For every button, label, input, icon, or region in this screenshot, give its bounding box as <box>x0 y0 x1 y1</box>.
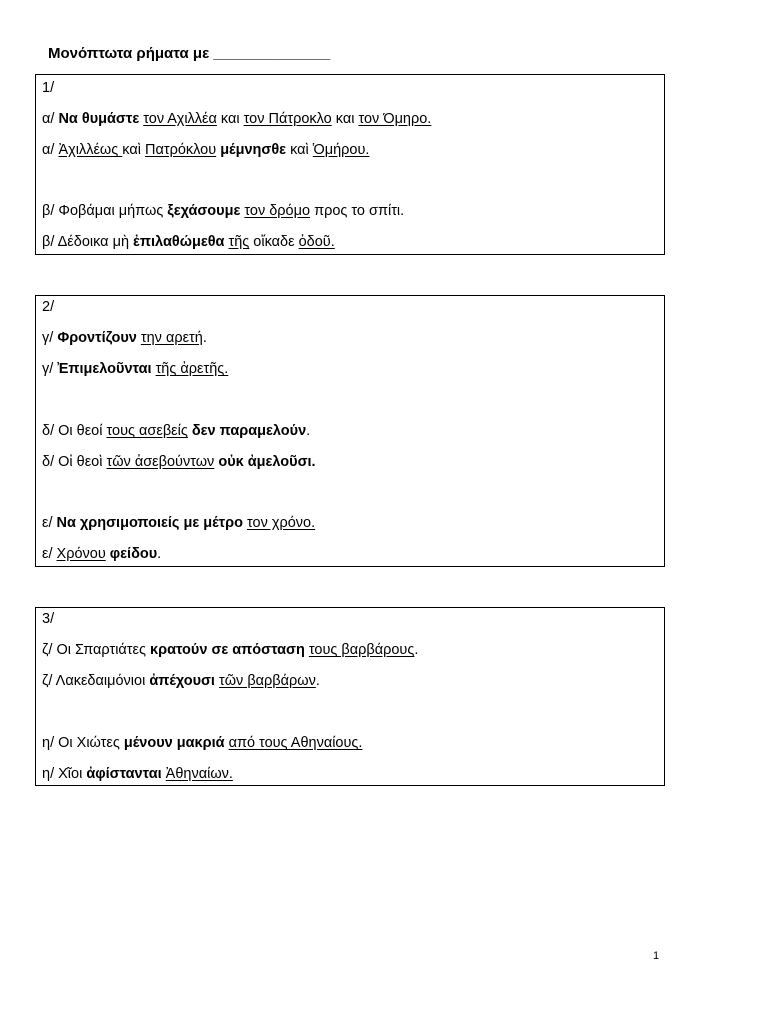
text-segment: δ/ Οἱ θεοὶ <box>42 454 107 470</box>
text-segment: . <box>202 330 207 346</box>
verb-phrase: Να θυμάστε <box>58 111 140 127</box>
verb-phrase: ἀφίστανται <box>86 766 162 782</box>
text-segment: ε/ <box>42 546 57 562</box>
exercise-box-3 <box>35 607 665 786</box>
text-segment: γ/ <box>42 330 58 346</box>
exercise-box-1 <box>35 74 665 255</box>
sentence-line <box>42 140 369 160</box>
object-phrase: Χρόνου <box>56 546 106 562</box>
sentence-line <box>42 452 316 472</box>
sentence-line <box>42 640 418 660</box>
text-segment: α/ <box>42 111 59 127</box>
object-phrase: από τους Αθηναίους. <box>228 735 363 751</box>
text-segment: καὶ <box>122 142 145 158</box>
verb-phrase: ἀπέχουσι <box>149 673 215 689</box>
sentence-line <box>42 421 310 441</box>
text-segment: οἴκαδε <box>249 234 299 250</box>
verb-phrase: οὐκ ἀμελοῦσι. <box>218 454 316 470</box>
text-segment: α/ <box>42 142 59 158</box>
text-segment: β/ Φοβάμαι μήπως <box>42 203 168 219</box>
verb-phrase: δεν παραμελούν <box>191 423 307 439</box>
sentence-line <box>42 671 320 691</box>
verb-phrase: Φροντίζουν <box>57 330 137 346</box>
object-phrase: Πατρόκλου <box>144 142 217 158</box>
text-segment: η/ Χῖοι <box>42 766 87 782</box>
object-phrase: τῆς <box>228 234 250 250</box>
object-phrase: τους ασεβείς <box>106 423 188 439</box>
verb-phrase: μένουν μακριά <box>123 735 225 751</box>
sentence-line <box>42 733 362 753</box>
text-segment: δ/ Οι θεοί <box>42 423 107 439</box>
object-phrase: Ἀθηναίων. <box>165 766 233 782</box>
sentence-line <box>42 544 161 564</box>
sentence-line <box>42 764 233 784</box>
sentence-line <box>42 513 315 533</box>
text-segment: προς το σπίτι. <box>310 203 405 219</box>
object-phrase: τον δρόμο <box>244 203 311 219</box>
text-segment: ε/ <box>42 515 57 531</box>
text-segment: . <box>315 673 320 689</box>
sentence-line <box>42 232 335 252</box>
object-phrase: τον Όμηρο. <box>358 111 432 127</box>
verb-phrase: ξεχάσουμε <box>167 203 241 219</box>
sentence-line <box>42 328 207 348</box>
object-phrase: Ἀχιλλέως <box>58 142 123 158</box>
text-segment: και <box>216 111 244 127</box>
text-segment: η/ Οι Χιώτες <box>42 735 124 751</box>
object-phrase: την αρετή <box>140 330 203 346</box>
verb-phrase: ἐπιλαθώμεθα <box>133 234 225 250</box>
verb-phrase: Να χρησιμοποιείς με μέτρο <box>56 515 243 531</box>
object-phrase: τῶν βαρβάρων <box>219 673 316 689</box>
page-number: 1 <box>653 950 660 962</box>
object-phrase: τῶν ἀσεβούντων <box>106 454 215 470</box>
text-segment: . <box>414 642 419 658</box>
object-phrase: ὁδοῦ. <box>298 234 335 250</box>
text-segment: . <box>306 423 311 439</box>
sentence-line <box>42 109 431 129</box>
section-number: 3/ <box>42 611 55 627</box>
sentence-line <box>42 359 228 379</box>
text-segment: και <box>331 111 359 127</box>
object-phrase: τον Πάτροκλο <box>243 111 332 127</box>
object-phrase: Ὁμήρου. <box>312 142 370 158</box>
verb-phrase: μέμνησθε <box>220 142 287 158</box>
object-phrase: τους βαρβάρους <box>308 642 415 658</box>
verb-phrase: φείδου <box>109 546 158 562</box>
text-segment: . <box>157 546 162 562</box>
exercise-box-2 <box>35 295 665 567</box>
section-number: 1/ <box>42 80 55 96</box>
text-segment: ζ/ Λακεδαιμόνιοι <box>42 673 150 689</box>
text-segment: ζ/ Οι Σπαρτιάτες <box>42 642 151 658</box>
object-phrase: τον χρόνο. <box>246 515 316 531</box>
object-phrase: τῆς ἀρετῆς. <box>155 361 229 377</box>
text-segment: β/ Δέδοικα μὴ <box>42 234 134 250</box>
page-title: Μονόπτωτα ρήματα με ______________ <box>48 45 331 62</box>
object-phrase: τον Αχιλλέα <box>143 111 217 127</box>
text-segment: καὶ <box>286 142 313 158</box>
sentence-line <box>42 201 404 221</box>
verb-phrase: Ἐπιμελοῦνται <box>57 361 152 377</box>
section-number: 2/ <box>42 299 55 315</box>
text-segment: γ/ <box>42 361 58 377</box>
verb-phrase: κρατούν σε απόσταση <box>150 642 305 658</box>
